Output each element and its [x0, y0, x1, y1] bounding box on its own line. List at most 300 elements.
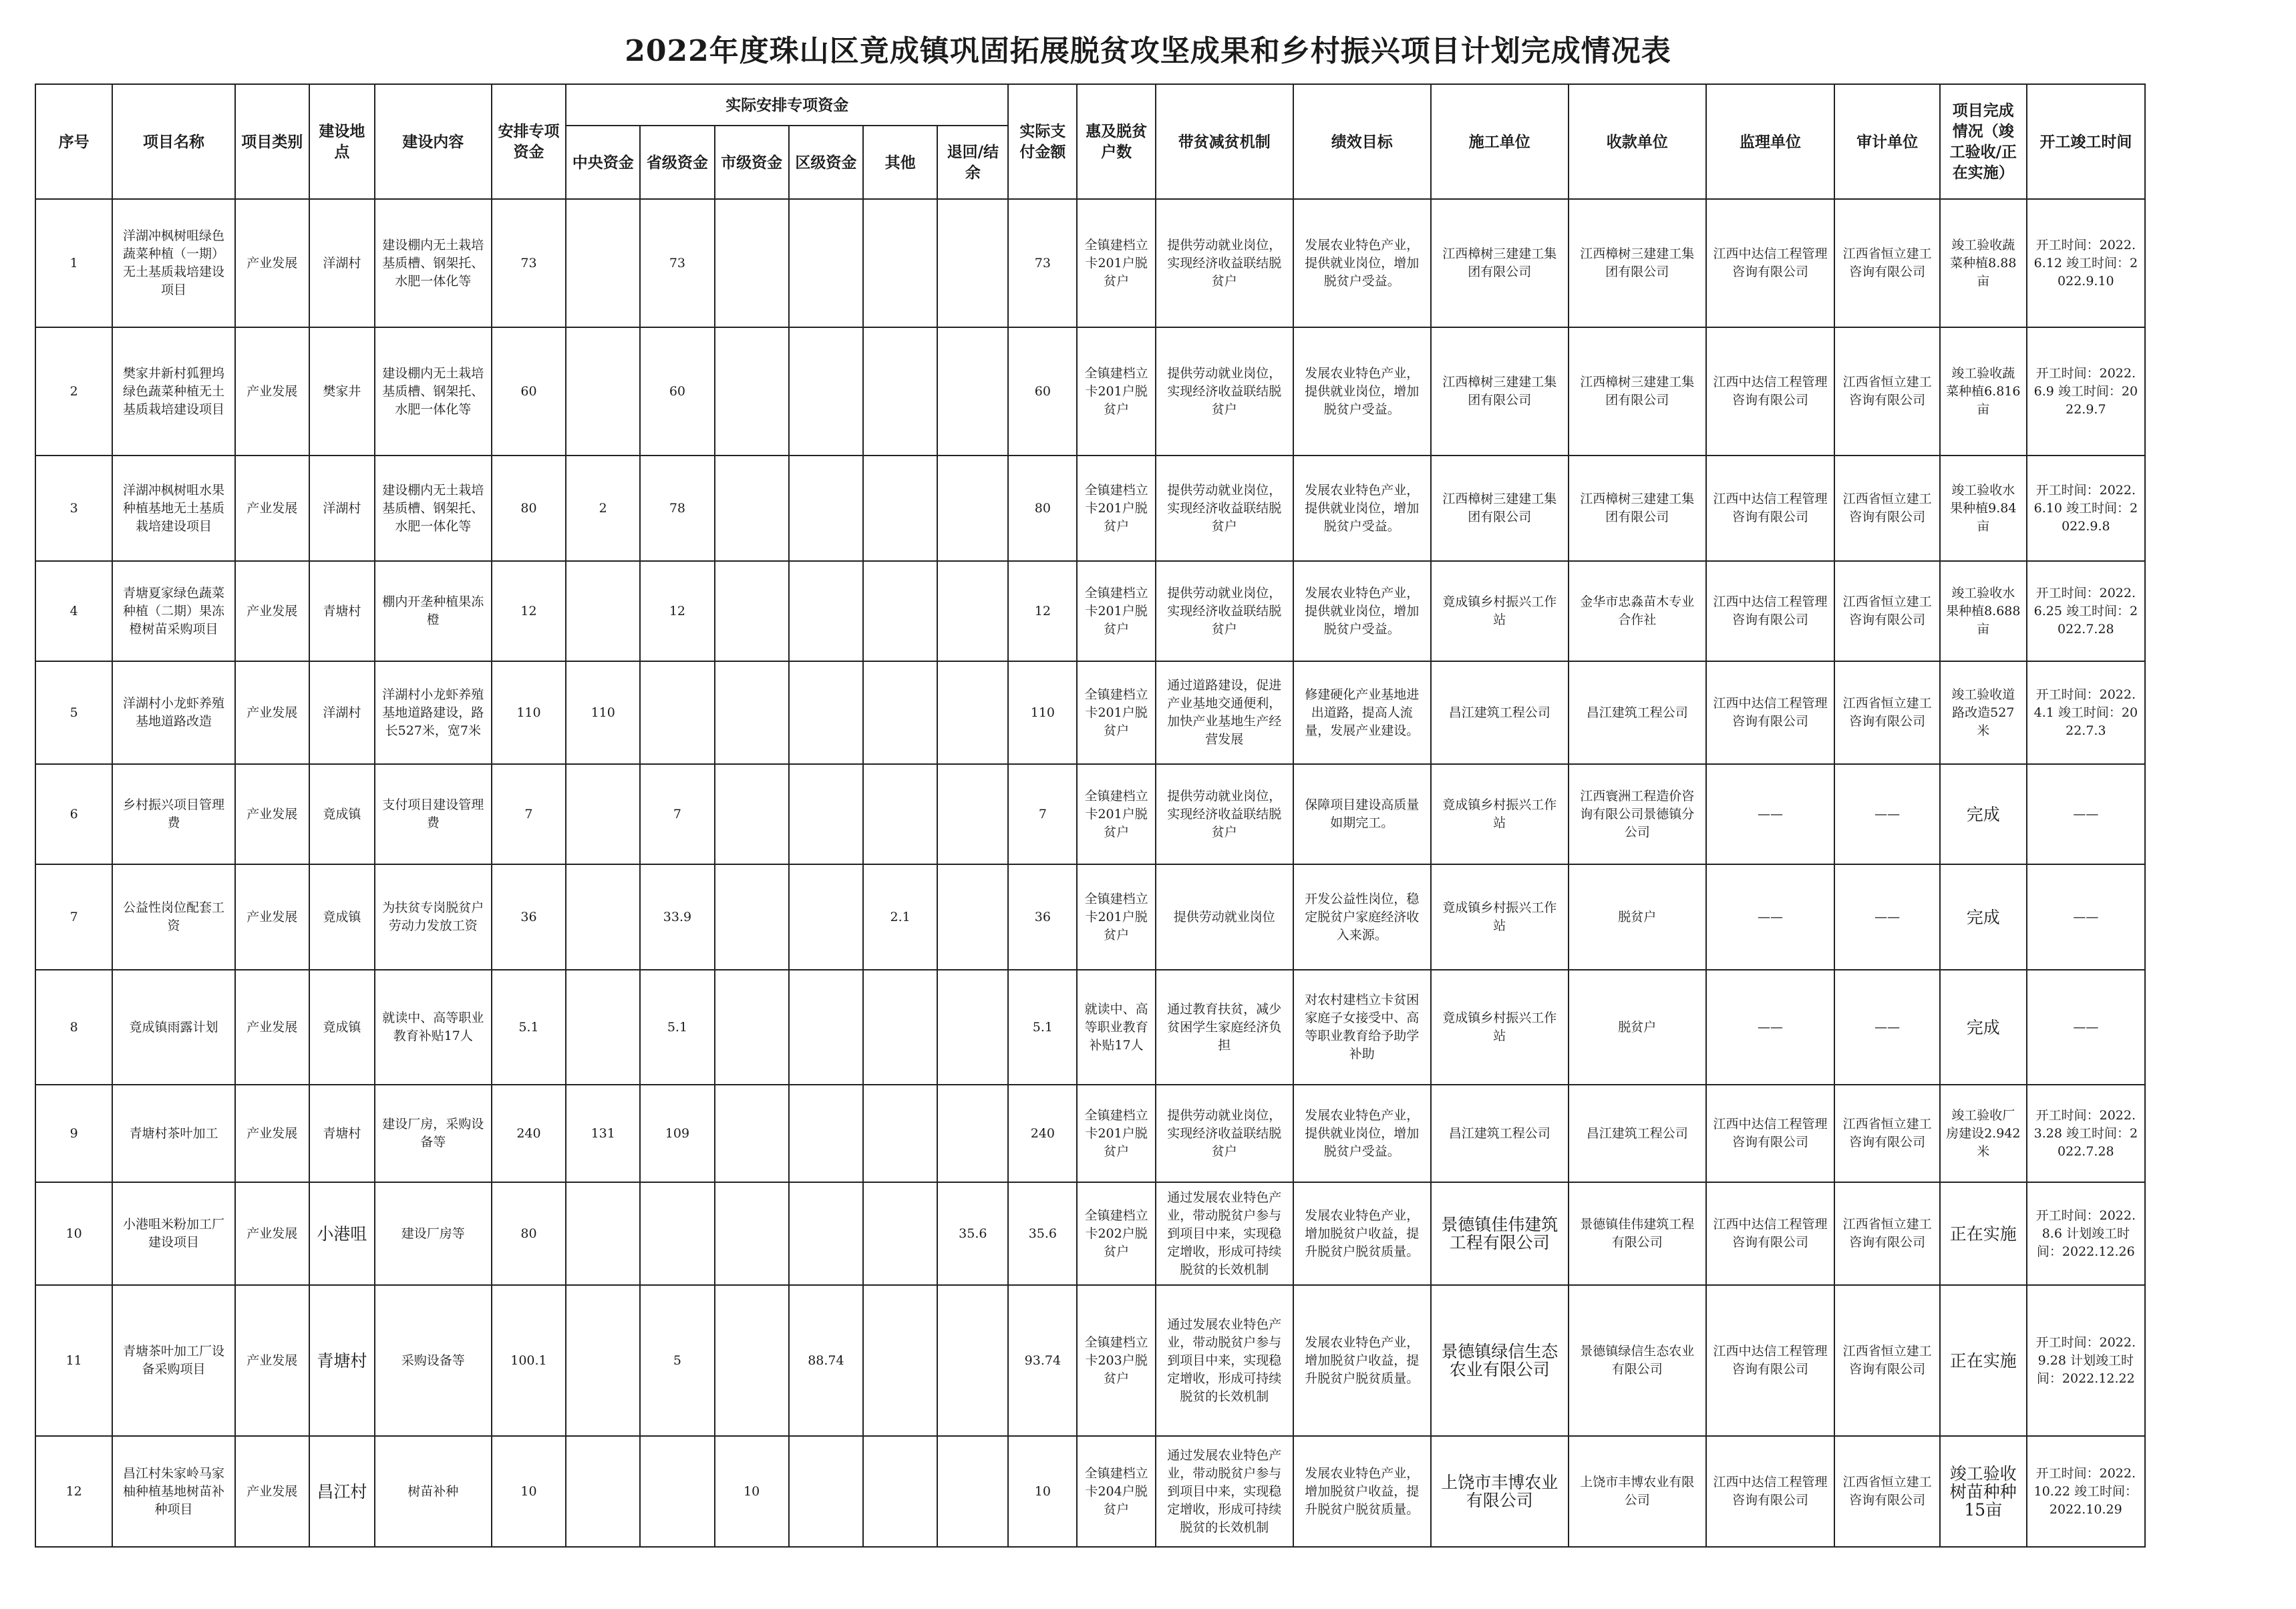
cell-auditor: —— — [1834, 864, 1940, 970]
cell-name: 洋湖冲枫树咀绿色蔬菜种植（一期）无土基质栽培建设项目 — [112, 199, 234, 327]
cell-other — [863, 764, 937, 864]
cell-target: 发展农业特色产业，提供就业岗位，增加脱贫户受益。 — [1293, 327, 1431, 456]
cell-district: 88.74 — [789, 1285, 863, 1436]
header-status: 项目完成情况（竣工验收/正在实施） — [1940, 84, 2027, 199]
header-central: 中央资金 — [566, 126, 640, 199]
cell-supervisor: 江西中达信工程管理咨询有限公司 — [1706, 561, 1835, 661]
cell-district — [789, 864, 863, 970]
cell-content: 建设棚内无土栽培基质槽、钢架托、水肥一体化等 — [375, 199, 492, 327]
cell-planned: 10 — [492, 1436, 566, 1547]
cell-seq: 5 — [35, 661, 112, 764]
header-other: 其他 — [863, 126, 937, 199]
cell-dates: 开工时间：2022.6.25 竣工时间：2022.7.28 — [2027, 561, 2145, 661]
cell-provincial — [640, 661, 714, 764]
cell-benef: 全镇建档立卡201户脱贫户 — [1077, 764, 1155, 864]
cell-benef: 全镇建档立卡201户脱贫户 — [1077, 199, 1155, 327]
cell-payee: 金华市忠淼苗木专业合作社 — [1569, 561, 1706, 661]
cell-constructor: 江西樟树三建建工集团有限公司 — [1431, 199, 1569, 327]
cell-payee: 江西樟树三建建工集团有限公司 — [1569, 456, 1706, 561]
cell-benef: 全镇建档立卡201户脱贫户 — [1077, 1085, 1155, 1182]
cell-benef: 全镇建档立卡204户脱贫户 — [1077, 1436, 1155, 1547]
cell-dates: 开工时间：2022.6.10 竣工时间：2022.9.8 — [2027, 456, 2145, 561]
table-row — [35, 661, 2145, 764]
cell-benef: 全镇建档立卡201户脱贫户 — [1077, 456, 1155, 561]
cell-auditor: —— — [1834, 764, 1940, 864]
cell-paid: 5.1 — [1008, 970, 1077, 1085]
cell-auditor: 江西省恒立建工咨询有限公司 — [1834, 1182, 1940, 1285]
cell-seq: 1 — [35, 199, 112, 327]
cell-constructor: 昌江建筑工程公司 — [1431, 661, 1569, 764]
cell-city — [715, 1182, 789, 1285]
cell-target: 对农村建档立卡贫困家庭子女接受中、高等职业教育给予助学补助 — [1293, 970, 1431, 1085]
cell-refund: 35.6 — [937, 1182, 1008, 1285]
cell-refund — [937, 864, 1008, 970]
cell-location: 竟成镇 — [309, 970, 375, 1085]
cell-dates: —— — [2027, 970, 2145, 1085]
cell-refund — [937, 1436, 1008, 1547]
cell-mechanism: 通过发展农业特色产业，带动脱贫户参与到项目中来，实现稳定增收，形成可持续脱贫的长效机制 — [1156, 1285, 1293, 1436]
header-content: 建设内容 — [375, 84, 492, 199]
cell-provincial: 78 — [640, 456, 714, 561]
cell-status: 竣工验收蔬菜种植6.816亩 — [1940, 327, 2027, 456]
cell-auditor: 江西省恒立建工咨询有限公司 — [1834, 1085, 1940, 1182]
cell-auditor: 江西省恒立建工咨询有限公司 — [1834, 661, 1940, 764]
cell-provincial — [640, 1182, 714, 1285]
cell-planned: 60 — [492, 327, 566, 456]
cell-planned: 80 — [492, 456, 566, 561]
cell-refund — [937, 456, 1008, 561]
cell-supervisor: 江西中达信工程管理咨询有限公司 — [1706, 456, 1835, 561]
cell-status: 正在实施 — [1940, 1182, 2027, 1285]
cell-paid: 73 — [1008, 199, 1077, 327]
table-row — [35, 199, 2145, 327]
cell-name: 昌江村朱家岭马家柚种植基地树苗补种项目 — [112, 1436, 234, 1547]
cell-city — [715, 661, 789, 764]
cell-category: 产业发展 — [235, 864, 309, 970]
cell-content: 建设厂房等 — [375, 1182, 492, 1285]
cell-payee: 江西寰洲工程造价咨询有限公司景德镇分公司 — [1569, 764, 1706, 864]
cell-city — [715, 456, 789, 561]
cell-city — [715, 970, 789, 1085]
cell-planned: 100.1 — [492, 1285, 566, 1436]
cell-location: 洋湖村 — [309, 661, 375, 764]
cell-planned: 36 — [492, 864, 566, 970]
cell-content: 就读中、高等职业教育补贴17人 — [375, 970, 492, 1085]
cell-city — [715, 561, 789, 661]
cell-name: 竟成镇雨露计划 — [112, 970, 234, 1085]
cell-other — [863, 970, 937, 1085]
cell-category: 产业发展 — [235, 1085, 309, 1182]
header-payee: 收款单位 — [1569, 84, 1706, 199]
cell-name: 小港咀米粉加工厂建设项目 — [112, 1182, 234, 1285]
cell-provincial: 7 — [640, 764, 714, 864]
cell-constructor: 竟成镇乡村振兴工作站 — [1431, 970, 1569, 1085]
cell-district — [789, 970, 863, 1085]
cell-content: 建设厂房，采购设备等 — [375, 1085, 492, 1182]
cell-benef: 全镇建档立卡201户脱贫户 — [1077, 561, 1155, 661]
table-row — [35, 1285, 2145, 1436]
cell-refund — [937, 1285, 1008, 1436]
cell-name: 青塘村茶叶加工 — [112, 1085, 234, 1182]
cell-paid: 110 — [1008, 661, 1077, 764]
cell-target: 修建硬化产业基地进出道路，提高人流量，发展产业建设。 — [1293, 661, 1431, 764]
cell-paid: 80 — [1008, 456, 1077, 561]
table-row — [35, 864, 2145, 970]
header-district: 区级资金 — [789, 126, 863, 199]
cell-category: 产业发展 — [235, 561, 309, 661]
cell-paid: 240 — [1008, 1085, 1077, 1182]
cell-mechanism: 提供劳动就业岗位，实现经济收益联结脱贫户 — [1156, 199, 1293, 327]
cell-content: 建设棚内无土栽培基质槽、钢架托、水肥一体化等 — [375, 327, 492, 456]
cell-supervisor: 江西中达信工程管理咨询有限公司 — [1706, 1182, 1835, 1285]
cell-target: 发展农业特色产业，增加脱贫户收益，提升脱贫户脱贫质量。 — [1293, 1182, 1431, 1285]
cell-central — [566, 764, 640, 864]
cell-content: 棚内开垄种植果冻橙 — [375, 561, 492, 661]
cell-category: 产业发展 — [235, 661, 309, 764]
header-beneficiaries: 惠及脱贫户数 — [1077, 84, 1155, 199]
cell-target: 保障项目建设高质量如期完工。 — [1293, 764, 1431, 864]
cell-other — [863, 1182, 937, 1285]
cell-central — [566, 561, 640, 661]
cell-provincial: 60 — [640, 327, 714, 456]
cell-supervisor: —— — [1706, 970, 1835, 1085]
cell-benef: 全镇建档立卡203户脱贫户 — [1077, 1285, 1155, 1436]
cell-other — [863, 327, 937, 456]
cell-status: 竣工验收水果种植9.84亩 — [1940, 456, 2027, 561]
cell-status: 竣工验收道路改造527米 — [1940, 661, 2027, 764]
table-row — [35, 970, 2145, 1085]
cell-central — [566, 327, 640, 456]
cell-provincial: 5 — [640, 1285, 714, 1436]
cell-name: 樊家井新村狐狸坞绿色蔬菜种植无土基质栽培建设项目 — [112, 327, 234, 456]
cell-location: 洋湖村 — [309, 456, 375, 561]
cell-dates: 开工时间：2022.6.9 竣工时间：2022.9.7 — [2027, 327, 2145, 456]
cell-other — [863, 661, 937, 764]
cell-constructor: 竟成镇乡村振兴工作站 — [1431, 561, 1569, 661]
cell-district — [789, 327, 863, 456]
cell-status: 竣工验收蔬菜种植8.88亩 — [1940, 199, 2027, 327]
header-planned-funds: 安排专项资金 — [492, 84, 566, 199]
cell-refund — [937, 561, 1008, 661]
cell-dates: 开工时间：2022.6.12 竣工时间：2022.9.10 — [2027, 199, 2145, 327]
cell-other: 2.1 — [863, 864, 937, 970]
header-city: 市级资金 — [715, 126, 789, 199]
cell-provincial: 12 — [640, 561, 714, 661]
table-row — [35, 561, 2145, 661]
cell-seq: 6 — [35, 764, 112, 864]
cell-status: 完成 — [1940, 764, 2027, 864]
cell-content: 为扶贫专岗脱贫户劳动力发放工资 — [375, 864, 492, 970]
cell-seq: 10 — [35, 1182, 112, 1285]
cell-central — [566, 199, 640, 327]
cell-city — [715, 1285, 789, 1436]
cell-auditor: 江西省恒立建工咨询有限公司 — [1834, 1436, 1940, 1547]
table-row — [35, 1182, 2145, 1285]
cell-mechanism: 提供劳动就业岗位，实现经济收益联结脱贫户 — [1156, 327, 1293, 456]
cell-mechanism: 提供劳动就业岗位，实现经济收益联结脱贫户 — [1156, 456, 1293, 561]
cell-seq: 4 — [35, 561, 112, 661]
cell-planned: 110 — [492, 661, 566, 764]
cell-content: 支付项目建设管理费 — [375, 764, 492, 864]
cell-target: 发展农业特色产业，提供就业岗位，增加脱贫户受益。 — [1293, 561, 1431, 661]
cell-category: 产业发展 — [235, 1285, 309, 1436]
cell-auditor: 江西省恒立建工咨询有限公司 — [1834, 327, 1940, 456]
cell-payee: 江西樟树三建建工集团有限公司 — [1569, 327, 1706, 456]
cell-dates: —— — [2027, 864, 2145, 970]
cell-payee: 景德镇佳伟建筑工程有限公司 — [1569, 1182, 1706, 1285]
header-dates: 开工竣工时间 — [2027, 84, 2145, 199]
cell-supervisor: 江西中达信工程管理咨询有限公司 — [1706, 199, 1835, 327]
cell-payee: 脱贫户 — [1569, 864, 1706, 970]
cell-supervisor: 江西中达信工程管理咨询有限公司 — [1706, 661, 1835, 764]
cell-supervisor: 江西中达信工程管理咨询有限公司 — [1706, 1085, 1835, 1182]
cell-content: 建设棚内无土栽培基质槽、钢架托、水肥一体化等 — [375, 456, 492, 561]
cell-payee: 昌江建筑工程公司 — [1569, 661, 1706, 764]
cell-auditor: 江西省恒立建工咨询有限公司 — [1834, 561, 1940, 661]
cell-status: 完成 — [1940, 864, 2027, 970]
header-actual-funds-group: 实际安排专项资金 — [566, 84, 1008, 126]
cell-mechanism: 通过教育扶贫，减少贫困学生家庭经济负担 — [1156, 970, 1293, 1085]
cell-category: 产业发展 — [235, 327, 309, 456]
cell-paid: 12 — [1008, 561, 1077, 661]
cell-other — [863, 1436, 937, 1547]
cell-name: 公益性岗位配套工资 — [112, 864, 234, 970]
cell-auditor: 江西省恒立建工咨询有限公司 — [1834, 199, 1940, 327]
cell-paid: 35.6 — [1008, 1182, 1077, 1285]
cell-location: 昌江村 — [309, 1436, 375, 1547]
cell-target: 开发公益性岗位，稳定脱贫户家庭经济收入来源。 — [1293, 864, 1431, 970]
cell-refund — [937, 661, 1008, 764]
cell-benef: 就读中、高等职业教育补贴17人 — [1077, 970, 1155, 1085]
cell-status: 正在实施 — [1940, 1285, 2027, 1436]
cell-seq: 8 — [35, 970, 112, 1085]
cell-constructor: 江西樟树三建建工集团有限公司 — [1431, 327, 1569, 456]
cell-constructor: 江西樟树三建建工集团有限公司 — [1431, 456, 1569, 561]
cell-seq: 12 — [35, 1436, 112, 1547]
table-row — [35, 456, 2145, 561]
cell-paid: 7 — [1008, 764, 1077, 864]
cell-refund — [937, 1085, 1008, 1182]
cell-seq: 9 — [35, 1085, 112, 1182]
cell-provincial: 109 — [640, 1085, 714, 1182]
cell-name: 洋湖冲枫树咀水果种植基地无土基质栽培建设项目 — [112, 456, 234, 561]
cell-payee: 景德镇绿信生态农业有限公司 — [1569, 1285, 1706, 1436]
cell-district — [789, 764, 863, 864]
cell-content: 树苗补种 — [375, 1436, 492, 1547]
cell-refund — [937, 764, 1008, 864]
header-target: 绩效目标 — [1293, 84, 1431, 199]
cell-category: 产业发展 — [235, 764, 309, 864]
cell-district — [789, 1436, 863, 1547]
cell-status: 竣工验收树苗种种15亩 — [1940, 1436, 2027, 1547]
cell-location: 小港咀 — [309, 1182, 375, 1285]
cell-paid: 60 — [1008, 327, 1077, 456]
cell-city — [715, 199, 789, 327]
cell-dates: 开工时间：2022.10.22 竣工时间：2022.10.29 — [2027, 1436, 2145, 1547]
cell-location: 青塘村 — [309, 561, 375, 661]
cell-target: 发展农业特色产业，增加脱贫户收益，提升脱贫户脱贫质量。 — [1293, 1285, 1431, 1436]
cell-planned: 73 — [492, 199, 566, 327]
cell-planned: 240 — [492, 1085, 566, 1182]
header-category: 项目类别 — [235, 84, 309, 199]
cell-constructor: 昌江建筑工程公司 — [1431, 1085, 1569, 1182]
cell-dates: 开工时间：2022.3.28 竣工时间：2022.7.28 — [2027, 1085, 2145, 1182]
header-refund: 退回/结余 — [937, 126, 1008, 199]
cell-other — [863, 456, 937, 561]
cell-category: 产业发展 — [235, 456, 309, 561]
cell-seq: 3 — [35, 456, 112, 561]
cell-constructor: 景德镇绿信生态农业有限公司 — [1431, 1285, 1569, 1436]
cell-content: 洋湖村小龙虾养殖基地道路建设，路长527米，宽7米 — [375, 661, 492, 764]
cell-city — [715, 764, 789, 864]
cell-city — [715, 864, 789, 970]
cell-district — [789, 1085, 863, 1182]
cell-dates: 开工时间：2022.8.6 计划竣工时间：2022.12.26 — [2027, 1182, 2145, 1285]
cell-status: 完成 — [1940, 970, 2027, 1085]
cell-supervisor: 江西中达信工程管理咨询有限公司 — [1706, 1285, 1835, 1436]
cell-supervisor: 江西中达信工程管理咨询有限公司 — [1706, 1436, 1835, 1547]
cell-mechanism: 提供劳动就业岗位，实现经济收益联结脱贫户 — [1156, 561, 1293, 661]
cell-planned: 80 — [492, 1182, 566, 1285]
cell-supervisor: —— — [1706, 764, 1835, 864]
cell-benef: 全镇建档立卡201户脱贫户 — [1077, 661, 1155, 764]
cell-auditor: 江西省恒立建工咨询有限公司 — [1834, 1285, 1940, 1436]
cell-provincial — [640, 1436, 714, 1547]
cell-refund — [937, 199, 1008, 327]
cell-district — [789, 456, 863, 561]
cell-city: 10 — [715, 1436, 789, 1547]
cell-paid: 10 — [1008, 1436, 1077, 1547]
cell-other — [863, 1085, 937, 1182]
cell-planned: 7 — [492, 764, 566, 864]
table-row — [35, 1085, 2145, 1182]
cell-category: 产业发展 — [235, 1436, 309, 1547]
table-row — [35, 764, 2145, 864]
cell-paid: 36 — [1008, 864, 1077, 970]
cell-name: 青塘茶叶加工厂设备采购项目 — [112, 1285, 234, 1436]
cell-category: 产业发展 — [235, 199, 309, 327]
header-mechanism: 带贫减贫机制 — [1156, 84, 1293, 199]
cell-central — [566, 864, 640, 970]
cell-benef: 全镇建档立卡202户脱贫户 — [1077, 1182, 1155, 1285]
cell-city — [715, 327, 789, 456]
cell-target: 发展农业特色产业，提供就业岗位，增加脱贫户受益。 — [1293, 199, 1431, 327]
cell-seq: 2 — [35, 327, 112, 456]
cell-dates: 开工时间：2022.9.28 计划竣工时间：2022.12.22 — [2027, 1285, 2145, 1436]
cell-name: 青塘夏家绿色蔬菜种植（二期）果冻橙树苗采购项目 — [112, 561, 234, 661]
cell-payee: 上饶市丰博农业有限公司 — [1569, 1436, 1706, 1547]
cell-provincial: 5.1 — [640, 970, 714, 1085]
cell-location: 樊家井 — [309, 327, 375, 456]
cell-mechanism: 通过发展农业特色产业，带动脱贫户参与到项目中来，实现稳定增收，形成可持续脱贫的长效机制 — [1156, 1436, 1293, 1547]
cell-supervisor: —— — [1706, 864, 1835, 970]
header-location: 建设地点 — [309, 84, 375, 199]
cell-status: 竣工验收水果种植8.688亩 — [1940, 561, 2027, 661]
header-constructor: 施工单位 — [1431, 84, 1569, 199]
cell-location: 洋湖村 — [309, 199, 375, 327]
cell-location: 青塘村 — [309, 1285, 375, 1436]
cell-dates: —— — [2027, 764, 2145, 864]
header-actual-paid: 实际支付金额 — [1008, 84, 1077, 199]
table-row — [35, 327, 2145, 456]
cell-refund — [937, 327, 1008, 456]
cell-central — [566, 1182, 640, 1285]
cell-location: 竟成镇 — [309, 864, 375, 970]
cell-name: 乡村振兴项目管理费 — [112, 764, 234, 864]
cell-planned: 12 — [492, 561, 566, 661]
cell-payee: 脱贫户 — [1569, 970, 1706, 1085]
cell-auditor: 江西省恒立建工咨询有限公司 — [1834, 456, 1940, 561]
cell-refund — [937, 970, 1008, 1085]
cell-district — [789, 561, 863, 661]
cell-central: 131 — [566, 1085, 640, 1182]
header-provincial: 省级资金 — [640, 126, 714, 199]
cell-central — [566, 970, 640, 1085]
cell-central: 2 — [566, 456, 640, 561]
cell-central: 110 — [566, 661, 640, 764]
cell-district — [789, 661, 863, 764]
header-name: 项目名称 — [112, 84, 234, 199]
header-supervisor: 监理单位 — [1706, 84, 1835, 199]
cell-constructor: 景德镇佳伟建筑工程有限公司 — [1431, 1182, 1569, 1285]
table-row — [35, 1436, 2145, 1547]
cell-payee: 昌江建筑工程公司 — [1569, 1085, 1706, 1182]
cell-target: 发展农业特色产业，提供就业岗位，增加脱贫户受益。 — [1293, 1085, 1431, 1182]
cell-target: 发展农业特色产业，提供就业岗位，增加脱贫户受益。 — [1293, 456, 1431, 561]
cell-auditor: —— — [1834, 970, 1940, 1085]
cell-other — [863, 199, 937, 327]
cell-provincial: 33.9 — [640, 864, 714, 970]
cell-location: 竟成镇 — [309, 764, 375, 864]
cell-mechanism: 通过道路建设，促进产业基地交通便利，加快产业基地生产经营发展 — [1156, 661, 1293, 764]
page-title: 2022年度珠山区竟成镇巩固拓展脱贫攻坚成果和乡村振兴项目计划完成情况表 — [625, 34, 1671, 68]
cell-mechanism: 提供劳动就业岗位，实现经济收益联结脱贫户 — [1156, 764, 1293, 864]
cell-category: 产业发展 — [235, 1182, 309, 1285]
cell-mechanism: 通过发展农业特色产业，带动脱贫户参与到项目中来，实现稳定增收，形成可持续脱贫的长效机制 — [1156, 1182, 1293, 1285]
cell-benef: 全镇建档立卡201户脱贫户 — [1077, 864, 1155, 970]
cell-district — [789, 199, 863, 327]
cell-central — [566, 1285, 640, 1436]
cell-benef: 全镇建档立卡201户脱贫户 — [1077, 327, 1155, 456]
cell-provincial: 73 — [640, 199, 714, 327]
cell-other — [863, 561, 937, 661]
cell-planned: 5.1 — [492, 970, 566, 1085]
cell-paid: 93.74 — [1008, 1285, 1077, 1436]
cell-constructor: 竟成镇乡村振兴工作站 — [1431, 864, 1569, 970]
header-auditor: 审计单位 — [1834, 84, 1940, 199]
cell-central — [566, 1436, 640, 1547]
cell-category: 产业发展 — [235, 970, 309, 1085]
cell-mechanism: 提供劳动就业岗位 — [1156, 864, 1293, 970]
header-seq: 序号 — [35, 84, 112, 199]
cell-name: 洋湖村小龙虾养殖基地道路改造 — [112, 661, 234, 764]
cell-supervisor: 江西中达信工程管理咨询有限公司 — [1706, 327, 1835, 456]
cell-dates: 开工时间：2022.4.1 竣工时间：2022.7.3 — [2027, 661, 2145, 764]
cell-constructor: 上饶市丰博农业有限公司 — [1431, 1436, 1569, 1547]
cell-seq: 7 — [35, 864, 112, 970]
cell-mechanism: 提供劳动就业岗位，实现经济收益联结脱贫户 — [1156, 1085, 1293, 1182]
cell-other — [863, 1285, 937, 1436]
cell-seq: 11 — [35, 1285, 112, 1436]
cell-payee: 江西樟树三建建工集团有限公司 — [1569, 199, 1706, 327]
cell-status: 竣工验收厂房建设2.942米 — [1940, 1085, 2027, 1182]
cell-location: 青塘村 — [309, 1085, 375, 1182]
project-table — [35, 83, 2146, 1548]
cell-city — [715, 1085, 789, 1182]
cell-target: 发展农业特色产业，增加脱贫户收益，提升脱贫户脱贫质量。 — [1293, 1436, 1431, 1547]
cell-district — [789, 1182, 863, 1285]
cell-constructor: 竟成镇乡村振兴工作站 — [1431, 764, 1569, 864]
